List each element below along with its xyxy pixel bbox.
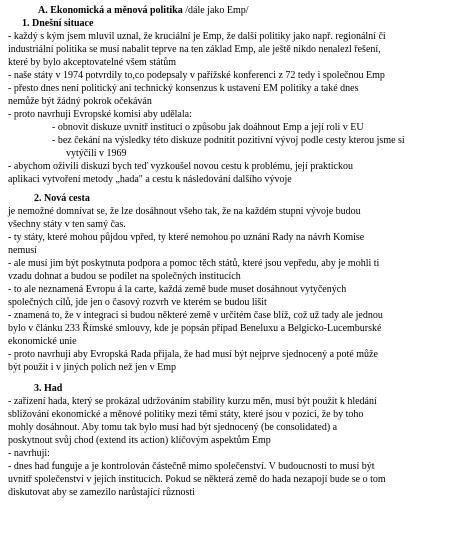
s3-line-6: - dnes had funguje a je kontrolován částečně mimo společenství. V budoucnosti to musí být bbox=[8, 461, 375, 472]
section-title-new-way: 2. Nová cesta bbox=[34, 193, 90, 204]
s2-line-7: - to ale neznamená Evropu á la carte, každá země bude muset dosáhnout vytyčených bbox=[8, 284, 347, 295]
s1-line-2: industriální politika se musí nabalit teprve na ten základ Emp, ale ještě nikdo nenalezl řešení, bbox=[8, 44, 381, 55]
s2-line-6: vzadu dohnat a budou se podílet na společných institucích bbox=[8, 271, 241, 282]
section-heading-a bbox=[38, 4, 450, 17]
s2-line-9: - znamená to, že v integraci si budou některé země v určitém čase blíž, což už tady ale jednou bbox=[8, 310, 383, 321]
s3-line-8: diskutovat aby se zamezilo narůstající různosti bbox=[8, 487, 195, 498]
s2-line-3: - ty státy, které mohou půjdou vpřed, ty které nemohou po uznání Rady na návrh Komise bbox=[8, 232, 365, 243]
s2-line-2: všechny státy v ten samý čas. bbox=[8, 219, 126, 230]
s2-line-4: nemusí bbox=[8, 245, 37, 256]
s3-line-4: poskytnout svůj chod (extend its action) klíčovým aspektům Emp bbox=[8, 435, 271, 446]
s1-bullet-2a: - bez čekání na výsledky této diskuze podnítit pozitivní vývoj podle cesty kterou jsme si bbox=[52, 135, 405, 146]
s1-bullet-2b: vytýčili v 1969 bbox=[66, 148, 127, 159]
s2-line-11: ekonomické unie bbox=[8, 336, 77, 347]
s3-line-1: - zařízení hada, který se prokázal udržováním stability kurzu měn, musí být použit k hledání bbox=[8, 396, 377, 407]
s1-line-1: - každý s kým jsem mluvil uznal, že kruciální je Emp, že další politiky jako např. regionální či bbox=[8, 31, 386, 42]
s1-line-5: - přesto dnes není politický ani technický konsenzus k ustavení EM politiky a také dnes bbox=[8, 83, 359, 94]
s2-line-13: být použit i v jiných polích než jen v Emp bbox=[8, 362, 177, 373]
s1-line-3: které by bylo akceptovatelné všem státům bbox=[8, 57, 177, 68]
heading-suffix: /dále jako Emp/ bbox=[182, 5, 249, 16]
s1-line-6: nemůže být žádný pokrok očekáván bbox=[8, 96, 152, 107]
subheading-current-situation: 1. Dnešní situace bbox=[22, 18, 94, 29]
s1-line-8: - abychom oživili diskuzi bych teď vyzkoušel novou cestu k problému, její praktickou bbox=[8, 161, 353, 172]
s2-line-12: - proto navrhuji aby Evropská Rada přijala, že had musí být nejprve sjednocený a poté může bbox=[8, 349, 378, 360]
s3-line-5: - navrhuji: bbox=[8, 448, 50, 459]
s3-line-2: sbližování ekonomické a měnové politiky mezi těmi státy, které jsou v pozici, že by toho bbox=[8, 409, 364, 420]
s2-line-10: bylo v článku 233 Římské smlouvy, kde je popsán případ Beneluxu a Belgicko-Lucemburské bbox=[8, 323, 382, 334]
s2-line-8: společných cílů, jde jen o časový rozvrh ve kterém se budou lišit bbox=[8, 297, 267, 308]
heading-main: A. Ekonomická a měnová politika bbox=[38, 5, 183, 16]
s1-line-4: - naše státy v 1974 potvrdily to,co podepsaly v pařížské konferenci z 72 tedy i společnou Emp bbox=[8, 70, 385, 81]
s1-bullet-1: - obnovit diskuze uvnitř institucí o způsobu jak doáhnout Emp a její roli v EU bbox=[52, 122, 364, 133]
s3-line-3: mohly dosáhnout. Aby tomu tak bylo musí had být sjednocený (be consolidated) a bbox=[8, 422, 338, 433]
s2-line-5: - ale musí jim být poskytnuta podpora a pomoc těch států, které jsou vepředu, aby je mohli ti bbox=[8, 258, 380, 269]
s2-line-1: je nemožné domnívat se, že lze dosáhnout všeho tak, že na každém stupni vývoje budou bbox=[8, 206, 361, 217]
section-title-snake: 3. Had bbox=[34, 383, 63, 394]
s3-line-7: uvnitř společenství v jejích institucích. Pokud se některá země do hada nezapojí bude se o tom bbox=[8, 474, 386, 485]
s1-line-9: aplikaci vytvoření metody „hada" a cestu k následování dalšího vývoje bbox=[8, 174, 292, 185]
s1-line-7: - proto navrhuji Evropské komisi aby udělala: bbox=[8, 109, 192, 120]
